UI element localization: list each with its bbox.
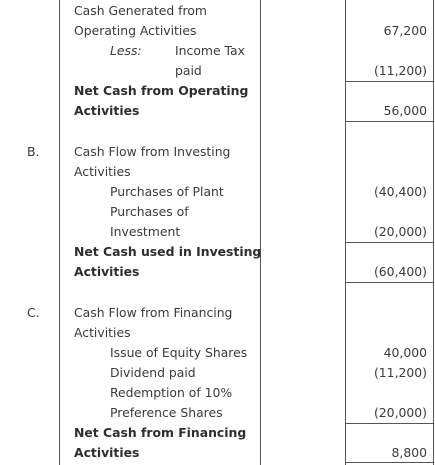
redemption-label-line2: Preference Shares	[110, 405, 223, 420]
total-rule	[345, 121, 433, 122]
net-investing-amount: (60,400)	[373, 264, 427, 279]
net-financing-amount: 8,800	[391, 445, 427, 460]
investment-purchase-label: Purchases of	[110, 204, 189, 219]
financing-line1: Cash Flow from Financing	[74, 305, 233, 320]
redemption-amount: (20,000)	[373, 405, 427, 420]
plant-purchase-label: Purchases of Plant	[110, 184, 224, 199]
column-divider	[433, 0, 434, 465]
equity-issue-label: Issue of Equity Shares	[110, 345, 248, 360]
column-divider	[345, 0, 346, 465]
column-divider	[59, 0, 60, 465]
financing-line2: Activities	[74, 325, 131, 340]
investment-purchase-amount: (20,000)	[373, 224, 427, 239]
redemption-label: Redemption of 10%	[110, 385, 233, 400]
subtotal-rule	[345, 81, 433, 82]
plant-purchase-amount: (40,400)	[373, 184, 427, 199]
subtotal-rule	[345, 242, 433, 243]
dividend-amount: (11,200)	[373, 365, 427, 380]
investing-line2: Activities	[74, 164, 131, 179]
column-divider	[260, 0, 261, 465]
operating-line2: Operating Activities	[74, 23, 197, 38]
net-investing-label: Net Cash used in Investing	[74, 244, 262, 259]
subtotal-rule	[345, 423, 433, 424]
income-tax-label: Income Tax	[175, 43, 245, 58]
net-operating-label-line2: Activities	[74, 103, 140, 118]
equity-issue-amount: 40,000	[383, 345, 427, 360]
investing-line1: Cash Flow from Investing	[74, 144, 231, 159]
operating-line1: Cash Generated from	[74, 3, 207, 18]
investment-purchase-label-line2: Investment	[110, 224, 181, 239]
income-tax-amount: (11,200)	[373, 63, 427, 78]
net-investing-label-line2: Activities	[74, 264, 140, 279]
dividend-label: Dividend paid	[110, 365, 196, 380]
net-financing-label-line2: Activities	[74, 445, 140, 460]
net-operating-amount: 56,000	[383, 103, 427, 118]
less-label: Less:	[110, 43, 142, 58]
income-tax-label-line2: paid	[175, 63, 202, 78]
total-rule	[345, 282, 433, 283]
cash-generated-amount: 67,200	[383, 23, 427, 38]
section-marker-c: C.	[27, 305, 40, 320]
section-marker-b: B.	[27, 144, 40, 159]
net-financing-label: Net Cash from Financing	[74, 425, 247, 440]
net-operating-label: Net Cash from Operating	[74, 83, 249, 98]
